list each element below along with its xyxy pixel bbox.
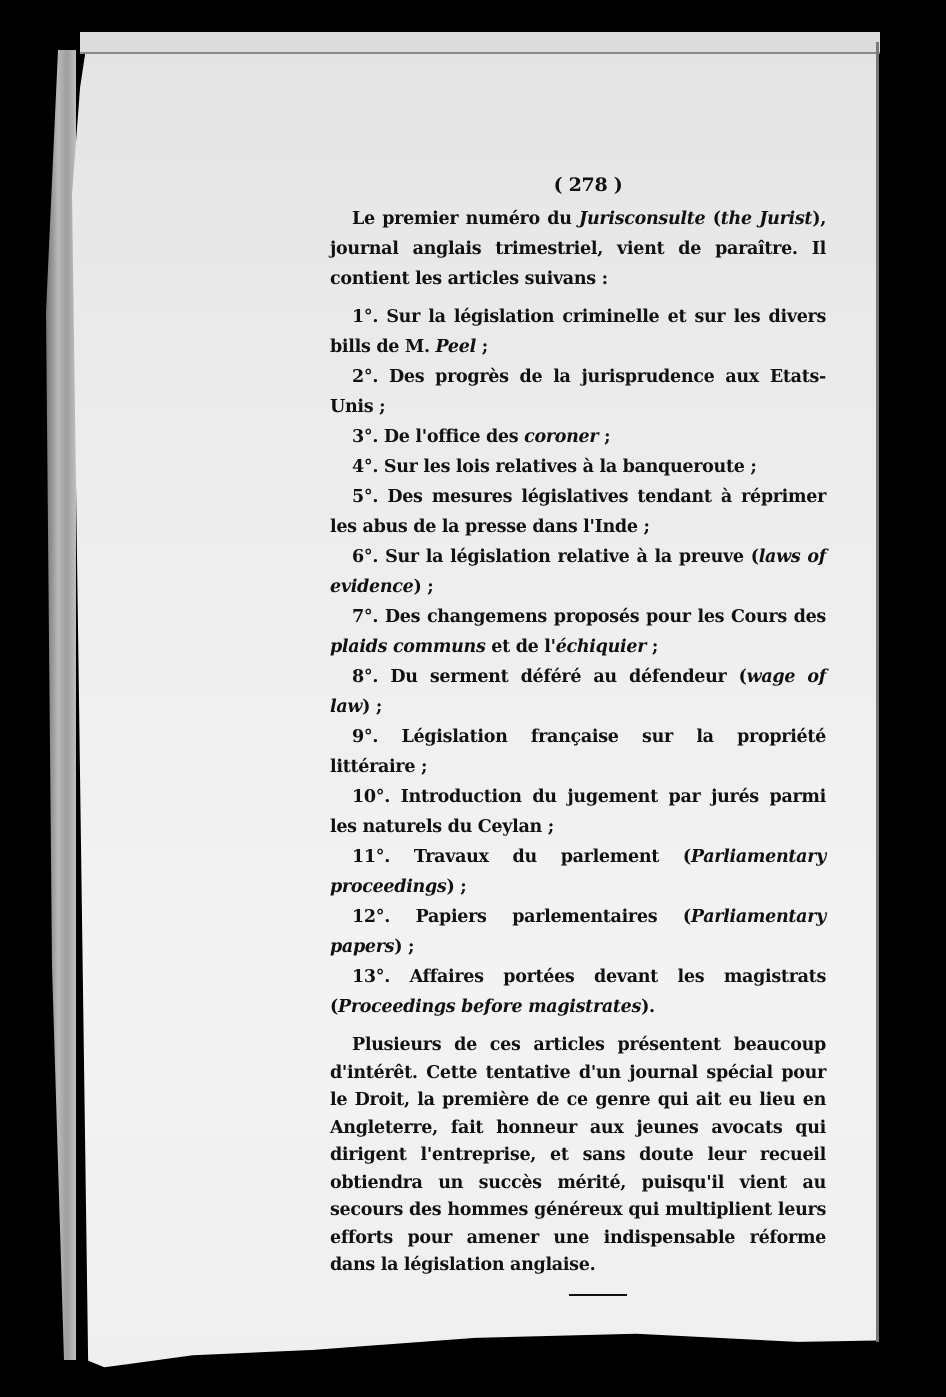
page-edge-left (46, 50, 76, 1360)
text-run: 1°. Sur la législation criminelle et sur les divers bills de M. (330, 307, 826, 357)
text-run: 4°. Sur les lois relatives à la banqueroute ; (352, 457, 757, 477)
text-run: 13°. Affaires portées devant les magistrats ( (330, 967, 826, 1017)
article-item (330, 602, 826, 662)
text-run: ) ; (362, 697, 383, 717)
italic-text: the Jurist (720, 209, 813, 229)
text-run: ) ; (413, 577, 434, 597)
italic-text: Parliamentary proceedings (330, 847, 826, 897)
italic-text: plaids communs (330, 637, 486, 657)
text-run: ; (646, 637, 659, 657)
text-run: Le premier numéro du (352, 209, 580, 229)
article-item (330, 452, 826, 482)
text-run: ) ; (446, 877, 467, 897)
text-run: 7°. Des changemens proposés pour les Cours des (352, 607, 826, 627)
article-list (330, 302, 826, 1022)
text-run: 6°. Sur la législation relative à la preuve ( (352, 547, 759, 567)
italic-text: coroner (524, 427, 599, 447)
article-item (330, 962, 826, 1022)
text-run: 10°. Introduction du jugement par jurés parmi les naturels du Ceylan ; (330, 787, 826, 837)
article-item (330, 422, 826, 452)
article-item (330, 662, 826, 722)
article-item (330, 542, 826, 602)
page-number: ( 278 ) (553, 174, 623, 196)
page-top-edge (80, 32, 880, 54)
text-run: ; (598, 427, 611, 447)
italic-text: laws of evidence (330, 547, 826, 597)
article-item (330, 722, 826, 782)
closing-paragraph: Plusieurs de ces articles présentent beaucoup d'intérêt. Cette tentative d'un journal spécial pour le Droit, la première de ce genre qui ait eu lieu en Angleterre, fait honneur aux jeunes avocats qui dirigent l'entreprise, et sans doute leur recueil obtiendra un succès mérité, puisqu'il vient au secours des hommes généreux qui multiplient leurs efforts pour amener une indispensable réforme dans la législation anglaise. (330, 1035, 826, 1275)
italic-text: Peel (435, 337, 476, 357)
italic-text: Proceedings before magistrates (337, 997, 642, 1017)
intro-paragraph (330, 204, 826, 294)
page-edge-right (876, 42, 879, 1342)
text-run: 8°. Du serment déféré au défendeur ( (352, 667, 747, 687)
article-item (330, 842, 826, 902)
italic-text: Jurisconsulte (579, 209, 706, 229)
italic-text: wage of law (330, 667, 827, 717)
article-item (330, 782, 826, 842)
article-item (330, 362, 826, 422)
text-run: ), journal anglais trimestriel, vient de paraître. Il contient les articles suivans : (330, 209, 826, 289)
text-run: 5°. Des mesures législatives tendant à réprimer les abus de la presse dans l'Inde ; (330, 487, 826, 537)
text-run: et de l' (485, 637, 556, 657)
article-item (330, 302, 826, 362)
italic-text: Parliamentary papers (330, 907, 826, 957)
page-content (330, 170, 826, 1296)
text-run: ( (705, 209, 721, 229)
text-run: 3°. De l'office des (352, 427, 525, 447)
article-item (330, 902, 826, 962)
italic-text: échiquier (555, 637, 647, 657)
separator-rule (569, 1294, 627, 1296)
text-run: ). (641, 997, 655, 1017)
text-run: 11°. Travaux du parlement ( (352, 847, 691, 867)
text-run: ; (475, 337, 488, 357)
text-run: ) ; (394, 937, 415, 957)
text-run: 12°. Papiers parlementaires ( (352, 907, 691, 927)
text-run: 9°. Législation française sur la propriété littéraire ; (330, 727, 826, 777)
text-run: 2°. Des progrès de la jurisprudence aux Etats-Unis ; (330, 367, 826, 417)
article-item (330, 482, 826, 542)
